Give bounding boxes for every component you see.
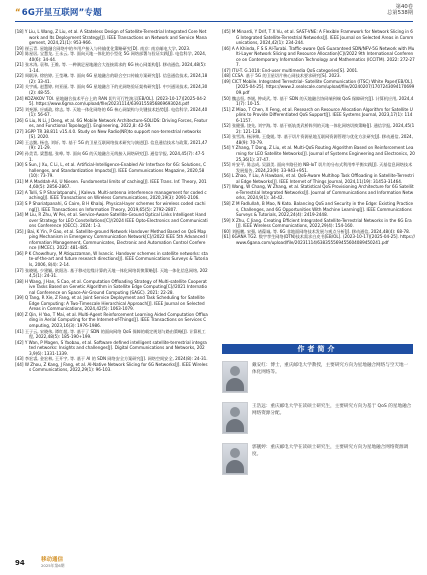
reference-item: [58] Z M Fadlullah, B Mao, N Kato. Balancing QoS and Security in the Edge: Existing Practices, Challenges, and 6G Opportunities With Machine Learning[J]. IEEE Communications Surveys & Tutorials, 2022,24(4): 2419-2448.: [222, 200, 414, 218]
reference-item: [20] 陈星居, 宝慧龙, 王永云, 等. 面向天地一体化的小型化 5G 网络部署与验证实践[J]. 电信科学, 2024,40(6): 34-44.: [15, 51, 207, 62]
references-right-column: [222, 29, 415, 245]
page-header: [0, 0, 427, 22]
reference-item: [46] A A Khinda, F S S Al-Turabi. Traffic-aware QoS Guaranteed SDN/NFV-5G Network with Multi-Layer Network Slicing and Resource Allocation[C]//2022 9th International Conference on Contemporary Information Technology and Mathematics (ICCITM). 2022: 272-277.: [222, 45, 415, 68]
author-photo: [222, 361, 248, 393]
reference-item: [25] 刘充源, 应威政, 徐志, 等. 天地一体化网络的 6G 核心网架构与关键技术趋势[J]. 电信科学, 2024,40(1): 56-67.: [15, 106, 208, 118]
reference-item: [50] 魏志恒, 李媛, 钟成武, 等. 基于 SDN 的天地融合协同端到端 QoS 保障研究[J]. 计算机应用, 2024,41(7): 10-15.: [222, 95, 414, 107]
reference-item: [28] 王志勤, 杨也, 刘轩, 等. 基于 5G 的卫星互联网络技术研究与演进[J]. 信息通信技术与政策, 2021,47(9): 21-29.: [15, 139, 208, 151]
author-bio: 郭靓婷：重庆邮电大学在读硕士研究生，主要研究方向为星地融合网络资源调度。: [252, 445, 409, 457]
reference-item: [27] 3GPP TR 38.811 v15.4.0. Study on New Radio(NR)to support non-terrestrial networks[S]. 2020.: [15, 128, 202, 140]
reference-item: [48] CCSA. 基于 5G 的卫星切片核心网技术要求研究[S]. 2023.: [222, 73, 341, 79]
reference-item: [60] 刘振鹏, 宋强, 诸葆诚, 等. 6G 非地面网络技术发展与观点分析[J]. 移动通信, 2024,48(4): 68-78.: [222, 228, 411, 234]
header-rule: [15, 21, 413, 22]
author-entry: [222, 443, 413, 479]
reference-item: [18] Y Liu, L Wang, Z Liu, et al. A Stateless Design of Satellite-Terrestrial Integrated Core Network and Its Deployment Strategy[J]. IEEE Transactions on Network and Service Management, 2024,21(1): 953-966.: [15, 29, 207, 46]
reference-item: [29] 孙美青, 梁慧超, 张峥, 等. 面向 6G 的天地融合无线接入网络研究[J]. 通信学报, 2024,45(7): 47-51.: [15, 151, 205, 162]
reference-item: [45] M Minardi, Y Drif, T X Vu, et al. SAST-VNE: A Flexible Framework for Network Slicing in 6G Integrated Satellite-Terrestrial Networks[J]. IEEE Journal on Selected Areas in Communications, 2024,42(1): 234-244.: [222, 29, 414, 46]
reference-item: [34] M Liu, R Zhu, W Pei, et al. Service-Aware Satellite-Ground Optical Links Intelligent Handover Strategy for LEO Constellations[C]//2024 IEEE Opto-Electronics and Communications Conference (OECC). 2024: 1-3.: [15, 212, 208, 229]
volume-label: 第40卷: [395, 4, 413, 10]
reference-item: [59] X Zhu, C Jiang. Creating Efficient Integrated Satellite-Terrestrial Networks in the 6G Era[J]. IEEE Wireless Communications, 2022,29(4): 154-160.: [222, 217, 412, 229]
author-intro-banner: [222, 344, 413, 354]
page-footer: [15, 557, 413, 569]
journal-issue: 2025年第6期: [41, 563, 65, 568]
author-entry: [222, 361, 413, 397]
reference-item: [56] L Zhao, Y Liu, A Hawbani, et al. QoS-Aware Multihop Task Offloading in Satellite-Terrestrial Edge Networks[J]. IEEE Internet of Things Journal, 2024,11(19): 31453-31464.: [222, 173, 414, 184]
reference-item: [52] 张健强, 饶先, 刘宇海, 等. 基于低轨类武桥阵列的天地一体化网络切换策略[J]. 通信学报, 2024,45(12): 121-128.: [222, 123, 415, 134]
author-bio: 戴安红：博士，重庆邮电大学教授，主要研究方向为星地融合网络与空天地一体化网络等。: [252, 363, 409, 375]
reference-item: [41] 王子云, 宋晓伟, 谭红超, 等. 基于了 SDN 的面向网络 QoS 保障的载定规划与路由策略[J]. 计算机工程, 2022,48(5): 185-190+199.: [15, 328, 206, 340]
issue-info: [387, 4, 413, 17]
author-entry: [222, 402, 413, 438]
reference-item: [31] M A Maddah-Ali, U Niesen. Fundamental limits of caching[J]. IEEE Trans. Inf. Theory, 2014,60(5): 2856-2867.: [15, 178, 207, 190]
reference-item: [55] 叶安平, 陈志成, 吴淑美. 面向多路径的 NB-IoT 切片的分布式利用率平衡实践[J]. 天基信息网络技术发展报告, 2024,23(9): 33-943+951.: [222, 162, 413, 173]
reference-item: [54] Y Zhang, T Dong, Z Liu, et al. Multi-QoS Routing Algorithm Based on Reinforcement Learning for LEO Satellite Networks[J]. Journal of Systems Engineering and Electronics, 2025,36(1): 37-47.: [222, 145, 415, 162]
author-photo: [222, 443, 248, 475]
reference-item: [36] P K Chowdhury, M Atiquzzaman, W Ivancic. Handover schemes in satellite networks: state-of-the-art and future research directions[J]. IEEE Communications Surveys & Tutorials, 2006, 8(4): 2-14.: [15, 250, 208, 267]
reference-item: [47] ITU-T. G.1010: End-user multimedia QoS categories[S]. 2001.: [222, 67, 359, 73]
reference-item: [33] S P Shariatpanahi, G Caire, B H Khalaj. Physical-layer schemes for wireless coded caching[J]. IEEE Transactions on Information Theory, 2019,65(5): 2792-2807.: [15, 200, 206, 212]
page-number: 94: [15, 559, 25, 567]
reference-item: [38] H Wang, J Han, S Cao, et al. Computation Offloading Strategy of Multi-satellite Cooperative Tasks Based on Genetic Algorithm in Satellite Edge Computing[C]//2021 International Conference on Space-Air-Ground Computing (SAGC). 2021: 22-28.: [15, 278, 207, 295]
special-topic-title: “6G开星互联网”专题: [15, 8, 102, 18]
reference-item: [57] Wang, W Chang, W Zhang, et al. Statistical QoS Provisioning Architecture for 6G Satellite-Terrestrial Integrated Networks[J]. Journal of Communications and Information Networks, 2024,9(1): 34-42.: [222, 184, 414, 201]
reference-item: [23] 关宇威, 赵慧婷, 何亚丽, 等. 面向 6G 星地融合下的光网络验证架构研究[J]. 中兴通讯技术, 2024,30(2): 48-55.: [15, 84, 208, 96]
author-photo: [222, 402, 248, 434]
reference-item: [37] 张晓媛, 少建颖, 欧阳洁. 基于移动边缘计算的天地一体化网络切换策略[J]. 天地一体化信息网络, 2024,5(1): 24-31.: [15, 267, 208, 279]
reference-item: [51] Z Miao, T Chen, X Feng, et al. Research on Resource Allocation Algorithm for Satellite Uplink to Provide Differentiated QoS Support[J]. IEEE Systems Journal, 2023,17(1): 1146-1157.: [222, 106, 413, 123]
reference-item: [24] KOZAKOV TOI. 星地融合技术平台上的 RAN 切片可行性演示[EB/OL]. (2023-10-17)[2025-04-25]. https://www.6gma.com/upload/file/20231114/6393155856869693024.pdf: [15, 95, 206, 107]
issue-label: 总第538期: [386, 10, 413, 17]
reference-item: [22] 周联泽, 徐怡婷, 王莹琳, 等. 面向 6G 星地融合的联合空口传输方案研究[J]. 信息通信技术, 2024,18(2): 33-41.: [15, 73, 208, 84]
reference-item: [32] A Tolli, S P Shariatpanahi, J Kaleva. Multi-antenna interference management for coded caching[J]. IEEE Transactions on Wireless Communications, 2020,19(3): 2091-2106.: [15, 189, 207, 201]
journal-name: 移动通信: [41, 557, 64, 563]
reference-item: [42] Y Wan, P Magen, S Yaobau, et al. Software defined intelligent satellite-terrestrial integrated networks: Insights and challenges[J]. Digital Communications and Networks, 2023,9(6): 1331-1339.: [15, 339, 207, 356]
reference-item: [44] W Zhou, Z Kang, J Fang, et al. AI-Native Network Slicing for 6G Networks[J]. IEEE Wireless Communications, 2022,29(1): 96-103.: [15, 361, 208, 373]
references-left-column: [15, 29, 208, 373]
reference-item: [49] CICT Mobile. Integrated Terrestrial- Satellite Communication (ITSC) White Paper[EB/OL]. [2025-04-25]. https://www.2.sealscale.com/upload/file/20240207/170724309417069909.pdf: [222, 78, 415, 96]
reference-item: [40] Z Qin, H Yao, T Mai, et al. Multi-Agent Reinforcement Learning Aided Computation Offloading in Aerial Computing for the Internet-of-Things[J]. IEEE Transactions on Services Computing, 2023,16(3): 1976-1986.: [15, 311, 208, 328]
reference-item: [35] J Bai, K Yin, P Gao, et al. Satellite-ground Network Handover Method Based on QoS Mapping Mechanism in Emergency Communication Network[C]//2022 IEEE 5th Advanced Information Management, Communicates, Electronic and Automation Control Conference (IMCEC). 2022: 481-485.: [15, 228, 208, 251]
reference-item: [61] 6GANA TG2. 数字孪生网络(DTN)技术需求白皮书[EB/OL]. (2023-10-17)[2025-04-25]. https://www.6gana.com/upload/file/20231114/638355569455604089450241.pdf: [222, 234, 415, 245]
reference-item: [43] 李宏睿, 金宏林, 王开宇, 等. 基于 AI 的 SDN 网络安全方案研究[J]. 网络空间安全, 2024(8): 24-31.: [15, 356, 208, 362]
reference-item: [21] 张木涛, 袁和, 王维, 等. 一种满足星地融合大连接需求的 6G 核心网架构[J]. 移动通信, 2024,48(5): 1-14.: [15, 62, 207, 73]
reference-item: [30] S Sun, J Xu, C Li, L, et al. Artificial-Intelligence-Enabled Air Interface for 6G: Solutions, Challenges, and Standardization Impacts[J]. IEEE Communications Magazine, 2020,58(10): 73-79.: [15, 162, 207, 179]
reference-item: [26] G Liu, N Li, J Deng, et al. 6G Mobile Network Architecture-SOLIDS: Driving Forces, Features, and Functional Topology[J]. Engineering, 2022,8: 42-59.: [15, 117, 208, 129]
author-bio: 王浩远：重庆邮电大学在读硕士研究生，主要研究方向为基于 QoS 的星地融合网络资源分配。: [252, 404, 412, 416]
reference-item: [53] 张雪涛, 杨泽帅, 王俊媛, 等. 基于切片资源星地互联网资源管理与优化方法研究[J]. 移动通信, 2024,48(9): 70-79.: [222, 134, 413, 145]
reference-item: [39] Q Tang, R Xie, Z Fang, et al. Joint Service Deployment and Task Scheduling for Satellite Edge Computing: A Two-Timescale Hierarchical Approach[J]. IEEE Journal on Selected Areas in Communications, 2024,42(5): 1063-1079.: [15, 295, 205, 312]
reference-item: [19] 崔云青. 星地融合网络中的多用户接入与传输优化策略研究[D]. 南京: 南京邮电大学, 2023.: [15, 45, 191, 51]
author-intro-title: 作者简介: [297, 345, 338, 353]
